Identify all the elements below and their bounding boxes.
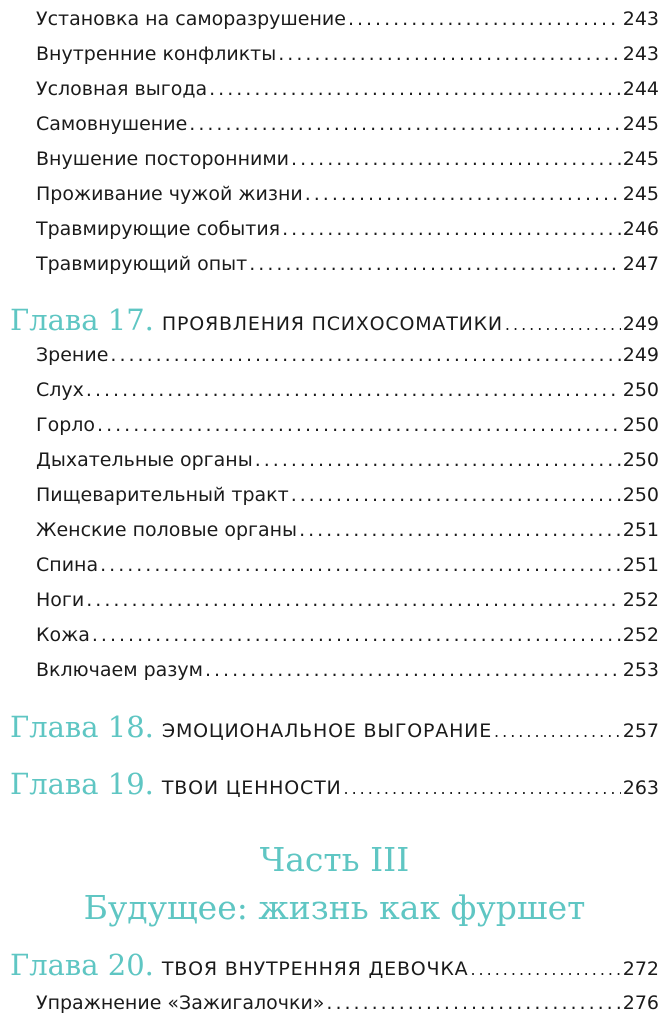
leader-dots	[505, 315, 621, 334]
leader-dots	[97, 414, 621, 436]
entry-title: Включаем разум	[36, 659, 203, 681]
entry-page: 243	[622, 43, 659, 65]
entry-page: 249	[622, 344, 659, 366]
entry-page: 250	[622, 484, 659, 506]
toc-entry[interactable]	[36, 484, 659, 510]
toc-entry[interactable]	[36, 218, 659, 244]
entry-page: 250	[622, 414, 659, 436]
chapter-label: Глава 18.	[10, 710, 154, 744]
toc-entry[interactable]	[36, 449, 659, 475]
entry-page: 252	[622, 589, 659, 611]
entry-title: Упражнение «Зажигалочки»	[36, 992, 325, 1014]
chapter-heading-17[interactable]	[10, 303, 659, 343]
entry-page: 253	[622, 659, 659, 681]
chapter-page: 272	[622, 958, 659, 980]
entry-title: Зрение	[36, 344, 109, 366]
leader-dots	[278, 43, 620, 65]
leader-dots	[326, 992, 620, 1014]
entry-title: Самовнушение	[36, 113, 188, 135]
chapter-title: ПРОЯВЛЕНИЯ ПСИХОСОМАТИКИ	[161, 313, 503, 335]
entry-title: Дыхательные органы	[36, 449, 253, 471]
chapter-title: ТВОИ ЦЕННОСТИ	[161, 777, 342, 799]
entry-page: 245	[622, 148, 659, 170]
leader-dots	[86, 379, 621, 401]
entry-page: 247	[622, 253, 659, 275]
leader-dots	[255, 449, 621, 471]
toc-entry[interactable]	[36, 253, 659, 279]
entry-title: Травмирующий опыт	[36, 253, 248, 275]
entry-title: Женские половые органы	[36, 519, 298, 541]
toc-entry[interactable]	[36, 78, 659, 104]
chapter-title: ТВОЯ ВНУТРЕННЯЯ ДЕВОЧКА	[161, 958, 469, 980]
toc-entry[interactable]	[36, 589, 659, 615]
entry-title: Проживание чужой жизни	[36, 183, 303, 205]
entry-title: Кожа	[36, 624, 90, 646]
entry-page: 276	[622, 992, 659, 1014]
entry-title: Условная выгода	[36, 78, 208, 100]
toc-entry[interactable]	[36, 148, 659, 174]
chapter-page: 263	[622, 777, 659, 799]
leader-dots	[249, 253, 620, 275]
entry-title: Спина	[36, 554, 99, 576]
leader-dots	[92, 624, 621, 646]
entry-page: 243	[622, 8, 659, 30]
leader-dots	[299, 519, 621, 541]
entry-page: 245	[622, 183, 659, 205]
entry-title: Внутренние конфликты	[36, 43, 277, 65]
toc-entry[interactable]	[36, 183, 659, 209]
toc-entry[interactable]	[36, 113, 659, 139]
leader-dots	[470, 960, 620, 979]
toc-entry[interactable]	[36, 992, 659, 1018]
chapter-label: Глава 17.	[10, 303, 154, 337]
chapter-label: Глава 19.	[10, 767, 154, 801]
toc-entry[interactable]	[36, 624, 659, 650]
entry-page: 246	[622, 218, 659, 240]
entry-title: Горло	[36, 414, 96, 436]
toc-entry[interactable]	[36, 414, 659, 440]
entry-title: Внушение посторонними	[36, 148, 290, 170]
entry-title: Слух	[36, 379, 84, 401]
chapter-label: Глава 20.	[10, 948, 154, 982]
leader-dots	[100, 554, 621, 576]
chapter-heading-20[interactable]	[10, 948, 659, 988]
entry-title: Установка на саморазрушение	[36, 8, 346, 30]
leader-dots	[86, 589, 620, 611]
chapter-page: 249	[622, 313, 659, 335]
toc-entry[interactable]	[36, 43, 659, 69]
entry-page: 251	[622, 519, 659, 541]
toc-entry[interactable]	[36, 659, 659, 685]
entry-page: 252	[622, 624, 659, 646]
leader-dots	[282, 218, 621, 240]
leader-dots	[344, 779, 621, 798]
toc-entry[interactable]	[36, 344, 659, 370]
entry-title: Ноги	[36, 589, 85, 611]
toc-entry[interactable]	[36, 554, 659, 580]
leader-dots	[205, 659, 621, 681]
toc-entry[interactable]	[36, 379, 659, 405]
chapter-heading-18[interactable]	[10, 710, 659, 750]
entry-page: 251	[622, 554, 659, 576]
toc-entry[interactable]	[36, 8, 659, 34]
leader-dots	[209, 78, 621, 100]
leader-dots	[291, 148, 621, 170]
leader-dots	[494, 722, 621, 741]
chapter-heading-19[interactable]	[10, 767, 659, 807]
leader-dots	[110, 344, 620, 366]
chapter-title: ЭМОЦИОНАЛЬНОЕ ВЫГОРАНИЕ	[161, 720, 493, 742]
toc-entry[interactable]	[36, 519, 659, 545]
entry-page: 245	[622, 113, 659, 135]
part-title: Будущее: жизнь как фуршет	[83, 888, 586, 927]
leader-dots	[348, 8, 621, 30]
entry-page: 250	[622, 379, 659, 401]
entry-title: Пищеварительный тракт	[36, 484, 289, 506]
entry-page: 244	[622, 78, 659, 100]
chapter-page: 257	[622, 720, 659, 742]
leader-dots	[305, 183, 621, 205]
leader-dots	[189, 113, 620, 135]
part-number: Часть III	[259, 840, 410, 879]
entry-page: 250	[622, 449, 659, 471]
entry-title: Травмирующие события	[36, 218, 281, 240]
leader-dots	[291, 484, 621, 506]
